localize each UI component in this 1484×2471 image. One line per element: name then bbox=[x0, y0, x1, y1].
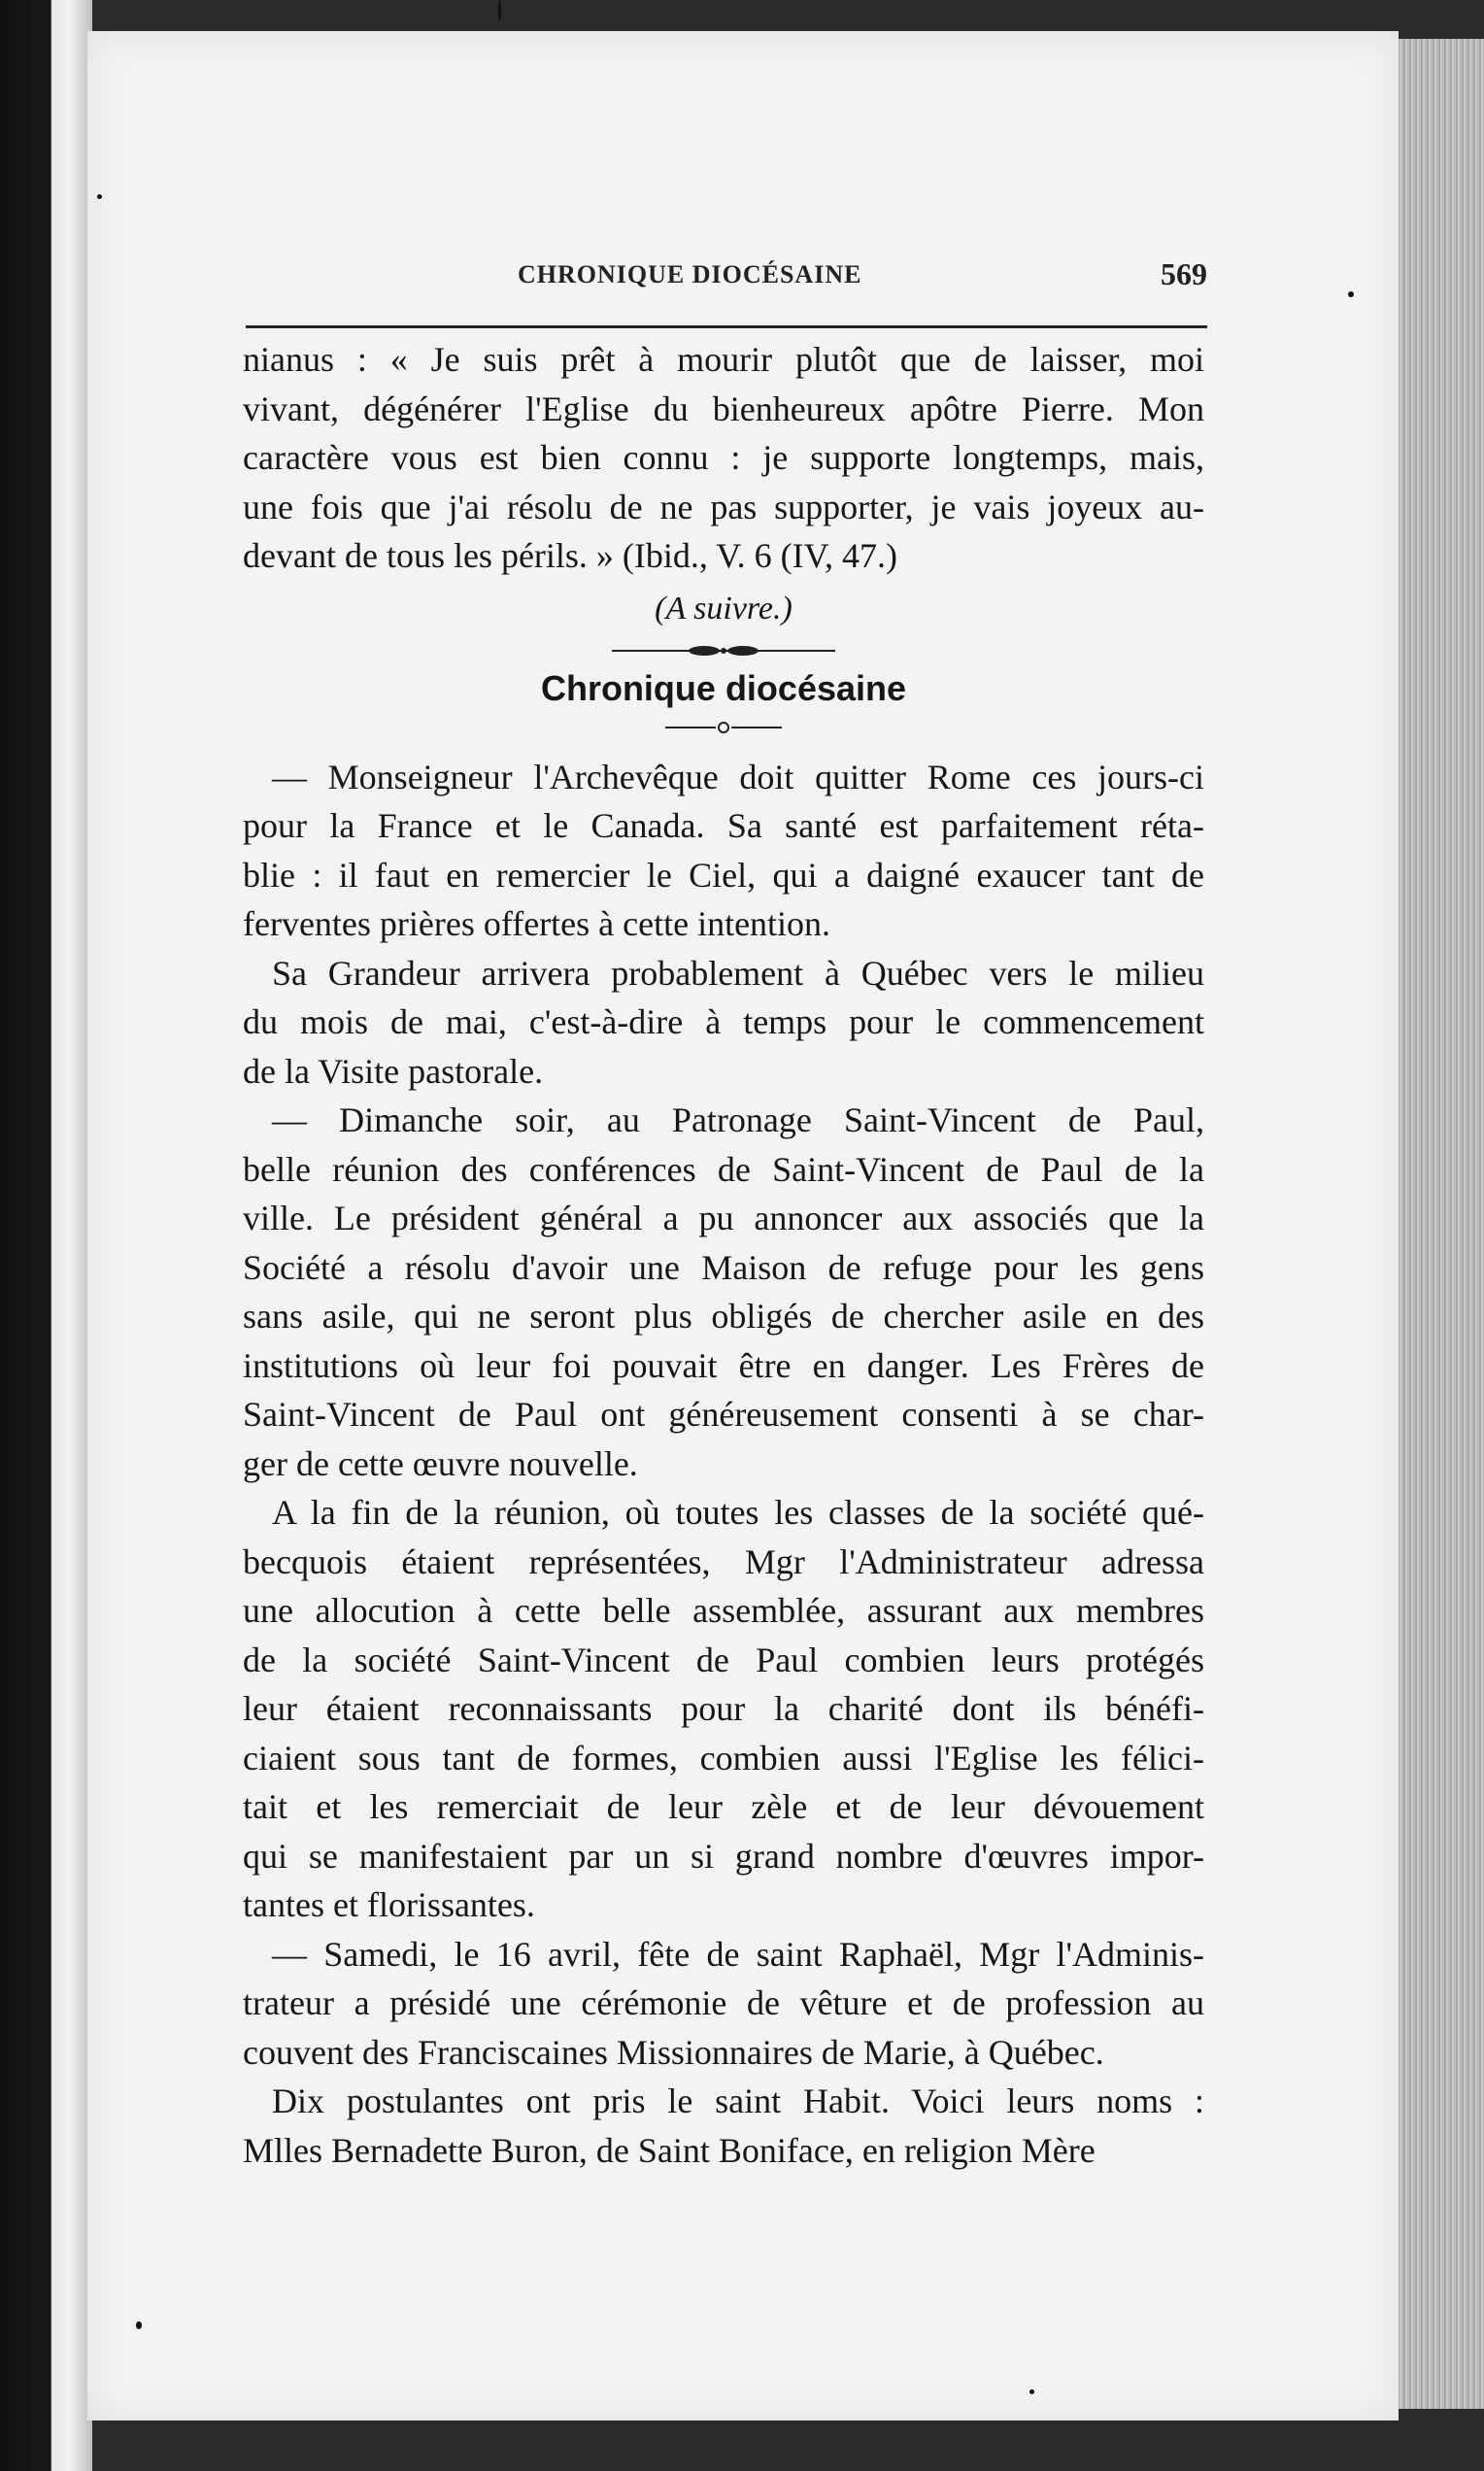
running-title: CHRONIQUE DIOCÉSAINE bbox=[518, 260, 862, 288]
text-line: ville. Le président général a pu annoncer aux associés que la bbox=[243, 1199, 1204, 1237]
text-line: du mois de mai, c'est-à-dire à temps pour le commencement bbox=[243, 1002, 1204, 1041]
text-line: — Monseigneur l'Archevêque doit quitter Rome ces jours-ci bbox=[272, 757, 1204, 796]
text-line: ger de cette œuvre nouvelle. bbox=[243, 1443, 638, 1483]
text-line: ciaient sous tant de formes, combien aussi l'Eglise les félici- bbox=[243, 1738, 1204, 1777]
text-line: une fois que j'ai résolu de ne pas supporter, je vais joyeux au- bbox=[243, 487, 1204, 526]
text-line: trateur a présidé une cérémonie de vêture et de profession au bbox=[243, 1983, 1204, 2022]
text-line: couvent des Franciscaines Missionnaires de Marie, à Québec. bbox=[243, 2032, 1104, 2072]
section-title: Chronique diocésaine bbox=[540, 668, 907, 708]
paragraph bbox=[243, 1930, 1204, 2078]
film-speck bbox=[498, 0, 501, 21]
text-line: blie : il faut en remercier le Ciel, qui a daigné exaucer tant de bbox=[243, 855, 1204, 895]
text-line: sans asile, qui ne seront plus obligés de chercher asile en des bbox=[243, 1297, 1204, 1336]
text-line: Sa Grandeur arrivera probablement à Québec vers le milieu bbox=[272, 953, 1204, 993]
text-line: devant de tous les périls. » (Ibid., V. 6 (IV, 47.) bbox=[243, 536, 897, 575]
text-line: institutions où leur foi pouvait être en danger. Les Frères de bbox=[243, 1345, 1204, 1385]
text-line: vivant, dégénérer l'Eglise du bienheureux apôtre Pierre. Mon bbox=[243, 389, 1204, 428]
text-line: — Samedi, le 16 avril, fête de saint Raphaël, Mgr l'Adminis- bbox=[272, 1934, 1204, 1974]
ornament-divider bbox=[612, 641, 835, 660]
paragraph bbox=[243, 753, 1204, 949]
small-divider bbox=[665, 720, 782, 735]
text-line: becquois étaient représentées, Mgr l'Administrateur adressa bbox=[243, 1541, 1204, 1581]
text-line: une allocution à cette belle assemblée, assurant aux membres bbox=[243, 1591, 1204, 1630]
text-line: A la fin de la réunion, où toutes les classes de la société qué- bbox=[272, 1493, 1204, 1532]
text-line: Mlles Bernadette Buron, de Saint Boniface, en religion Mère bbox=[243, 2130, 1096, 2170]
text-line: tantes et florissantes. bbox=[243, 1885, 535, 1924]
paragraph bbox=[243, 949, 1204, 1097]
text-line: — Dimanche soir, au Patronage Saint-Vincent de Paul, bbox=[272, 1100, 1204, 1139]
film-speck bbox=[97, 194, 102, 199]
running-head bbox=[246, 254, 1207, 301]
to-be-continued: (A suivre.) bbox=[655, 590, 793, 626]
text-line: Dix postulantes ont pris le saint Habit. Voici leurs noms : bbox=[272, 2082, 1204, 2120]
text-line: de la Visite pastorale. bbox=[243, 1051, 544, 1091]
text-line: ferventes prières offertes à cette intention. bbox=[243, 904, 831, 943]
page-stack-edge bbox=[1394, 39, 1484, 2409]
text-line: nianus : « Je suis prêt à mourir plutôt que de laisser, moi bbox=[243, 340, 1204, 379]
header-rule bbox=[246, 325, 1207, 328]
film-speck bbox=[1029, 2389, 1034, 2394]
text-line: Société a résolu d'avoir une Maison de refuge pour les gens bbox=[243, 1247, 1204, 1287]
page-number: 569 bbox=[1161, 256, 1207, 291]
text-line: Saint-Vincent de Paul ont généreusement consenti à se char- bbox=[243, 1395, 1204, 1434]
paragraph bbox=[243, 1096, 1204, 1488]
paragraph bbox=[243, 2077, 1204, 2175]
text-line: tait et les remerciait de leur zèle et de leur dévouement bbox=[243, 1787, 1204, 1826]
film-speck bbox=[136, 2321, 142, 2329]
film-speck bbox=[1348, 291, 1354, 297]
page-text bbox=[243, 335, 1204, 2175]
intro-paragraph bbox=[243, 335, 1204, 581]
text-line: belle réunion des conférences de Saint-Vincent de Paul de la bbox=[243, 1149, 1204, 1189]
text-line: de la société Saint-Vincent de Paul combien leurs protégés bbox=[243, 1640, 1204, 1679]
paragraph bbox=[243, 1488, 1204, 1930]
text-line: leur étaient reconnaissants pour la charité dont ils bénéfi- bbox=[243, 1689, 1204, 1728]
left-page-spine bbox=[0, 0, 92, 2471]
text-line: qui se manifestaient par un si grand nombre d'œuvres impor- bbox=[243, 1836, 1204, 1876]
text-line: caractère vous est bien connu : je supporte longtemps, mais, bbox=[243, 438, 1204, 477]
text-line: pour la France et le Canada. Sa santé est parfaitement réta- bbox=[243, 806, 1204, 845]
